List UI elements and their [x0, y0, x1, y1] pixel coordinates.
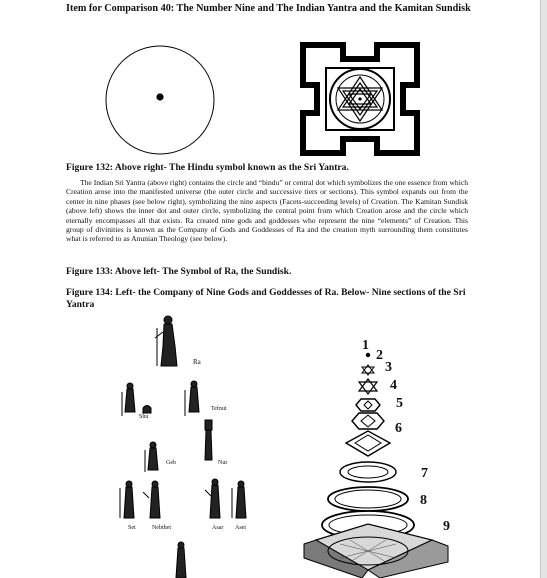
deity-label-nebthet: Nebthet [152, 525, 171, 531]
deity-label-asar: Asar [212, 525, 224, 531]
deity-label-shu: Shu [139, 414, 149, 420]
section-number-3: 3 [385, 360, 392, 375]
deity-label-ra: Ra [193, 358, 201, 366]
section-number-5: 5 [396, 396, 403, 411]
deity-label-set: Set [128, 525, 136, 531]
section-number-1: 1 [362, 338, 369, 353]
deity-label-nut: Nut [218, 460, 227, 466]
sri-yantra-figure [298, 40, 422, 158]
page-scroll-edge [540, 0, 547, 578]
section-number-2: 2 [376, 348, 383, 363]
section-number-8: 8 [420, 493, 427, 508]
section-number-9: 9 [443, 519, 450, 534]
section-number-7: 7 [421, 466, 428, 481]
figure-132-caption: Figure 132: Above right- The Hindu symbol known as the Sri Yantra. [66, 162, 349, 173]
section-number-6: 6 [395, 421, 402, 436]
body-paragraph: The Indian Sri Yantra (above right) contains the circle and “bindu” or central dot which symbolizes the one essence from which Creation arose into the manifested universe (the outer circle and successive tiers or sections). This symbol expands out from the center in nine phases (see below right), symbolizing the nine aspects (Facets-succeeding levels) of Creation. The Kamitan Sundisk (above left) shows the inner dot and outer circle, symbolizing the central point from which Creation arose and the circle which eternally encompasses all that exists. Ra created nine gods and goddesses who represent the nine “elements” of Creation. This group of divinities is known as the Company of Gods and Goddesses of Ra and the creation myth surrounding them constitutes what is referred to as Anunian Theology (see below). [66, 178, 468, 244]
deity-label-aset: Aset [235, 525, 246, 531]
page-heading: Item for Comparison 40: The Number Nine and The Indian Yantra and the Kamitan Sundisk [66, 3, 471, 14]
section-number-4: 4 [390, 378, 397, 393]
sri-yantra-sections-figure [300, 348, 452, 578]
deity-label-tefnut: Tefnut [211, 406, 227, 412]
deity-label-geb: Geb [166, 460, 176, 466]
company-of-gods-figure [115, 312, 280, 578]
figure-134-caption: Figure 134: Left- the Company of Nine Gods and Goddesses of Ra. Below- Nine sections of the Sri Yantra [66, 287, 466, 310]
sundisk-figure [104, 44, 216, 156]
figure-133-caption: Figure 133: Above left- The Symbol of Ra, the Sundisk. [66, 266, 292, 277]
